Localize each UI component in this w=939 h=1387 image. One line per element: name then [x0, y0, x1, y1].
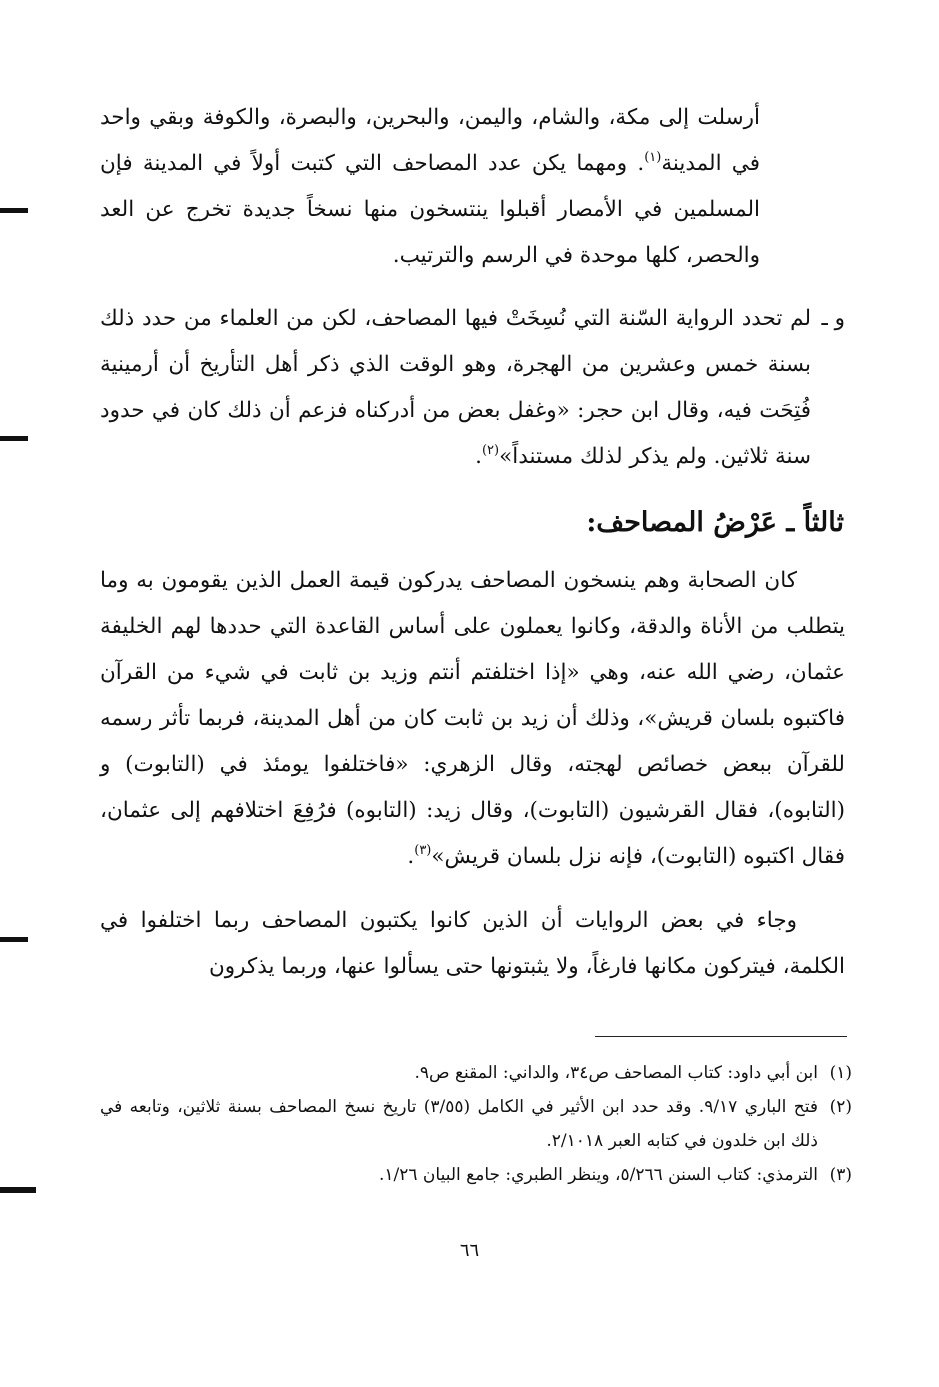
footnote-number: (٣) — [829, 1165, 852, 1185]
footnote-ref-3[interactable]: (٣) — [414, 843, 432, 858]
p3-line-5: فربما تأثر رسمه للقرآن ببعض خصائص لهجته، وقال الزهري: «فاختلفوا يومئذ — [100, 706, 845, 777]
p2-line-2: حدد ذلك بسنة خمس وعشرين من الهجرة، وهو الوقت الذي ذكر أهل — [100, 306, 811, 377]
footnote-number: (١) — [829, 1063, 852, 1083]
p3-line-3: الخليفة عثمان، رضي الله عنه، وهي «إذا اختلفتم أنتم وزيد بن ثابت في شيء — [100, 614, 845, 685]
p3-line-7a: اختلافهم إلى عثمان، فقال اكتبوه (التابوت)، فإنه نزل بلسان قريش» — [100, 798, 845, 869]
scan-edge-mark — [0, 1187, 36, 1193]
footnote-1 — [100, 1056, 852, 1090]
page-number: ٦٦ — [459, 1240, 480, 1261]
p1-line-4: عن العد والحصر، كلها موحدة في الرسم والترتيب. — [100, 197, 760, 268]
p1-line-2a: واحد في المدينة — [100, 105, 760, 176]
footnotes — [100, 1056, 852, 1192]
footnote-ref-1[interactable]: (١) — [644, 150, 662, 165]
p1-line-3: المدينة فإن المسلمين في الأمصار أقبلوا ينتسخون منها نسخاً جديدة تخرج — [100, 151, 761, 222]
p3-line-1: كان الصحابة وهم ينسخون المصاحف يدركون قيمة العمل الذين يقومون به — [136, 568, 797, 593]
p3-line-2: وما يتطلب من الأناة والدقة، وكانوا يعملون على أساس القاعدة التي حددها لهم — [100, 568, 845, 639]
footnote-3 — [100, 1158, 852, 1192]
footnote-ref-2[interactable]: (٢) — [481, 443, 500, 458]
p2-line-4a: فزعم أن ذلك كان في حدود سنة ثلاثين. ولم يذكر لذلك مستنداً» — [100, 398, 811, 469]
list-marker: و ـ — [821, 306, 845, 331]
paragraph-3 — [100, 558, 845, 880]
footnote-text: ابن أبي داود: كتاب المصاحف ص٣٤، والداني: المقنع ص٩. — [414, 1063, 818, 1083]
scan-edge-mark — [0, 937, 28, 942]
p1-line-1: أرسلت إلى مكة، والشام، واليمن، والبحرين، والبصرة، والكوفة وبقي — [149, 105, 760, 130]
footnote-number: (٢) — [829, 1097, 852, 1117]
scan-edge-mark — [0, 436, 28, 441]
paragraph-2 — [100, 296, 845, 480]
p3-line-7b: . — [407, 844, 415, 869]
paragraph-4 — [100, 898, 845, 990]
footnote-2 — [100, 1090, 852, 1158]
p1-line-2b: . ومهما يكن عدد المصاحف التي كتبت أولاً في — [213, 151, 645, 176]
footnote-text: الترمذي: كتاب السنن ٥/٢٦٦، وينظر الطبري: جامع البيان ١/٢٦. — [379, 1165, 818, 1185]
p2-line-1: لم تحدد الرواية السّنة التي نُسِخَتْ فيها المصاحف، لكن من العلماء من — [183, 306, 811, 331]
p3-line-4: من القرآن فاكتبوه بلسان قريش»، وذلك أن زيد بن ثابت كان من أهل المدينة، — [100, 660, 845, 731]
p2-line-3: التأريخ أن أرمينية فُتِحَت فيه، وقال ابن حجر: «وغفل بعض من أدركناه — [100, 352, 811, 423]
section-heading: ثالثاً ـ عَرْضُ المصاحف: — [586, 507, 844, 538]
p3-line-6: في (التابوت) و (التابوه)، فقال القرشيون (التابوت)، وقال زيد: (التابوه) فرُفِعَ — [100, 752, 846, 823]
p4-line-1: وجاء في بعض الروايات أن الذين كانوا يكتبون المصاحف ربما اختلفوا في — [100, 908, 797, 933]
p4-line-2: الكلمة، فيتركون مكانها فارغاً، ولا يثبتونها حتى يسألوا عنها، وربما يذكرون — [208, 954, 845, 979]
paragraph-1 — [100, 95, 760, 279]
footnote-separator — [595, 1036, 847, 1037]
footnote-text: فتح الباري ٩/١٧. وقد حدد ابن الأثير في الكامل (٣/٥٥) تاريخ نسخ المصاحف بسنة ثلاثين، وتابعه في ذلك ابن خلدون في كتابه العبر ٢/١٠١٨. — [100, 1097, 818, 1151]
p2-line-4b: . — [475, 444, 482, 469]
paragraph-2-body — [100, 296, 811, 480]
scan-edge-mark — [0, 208, 28, 213]
